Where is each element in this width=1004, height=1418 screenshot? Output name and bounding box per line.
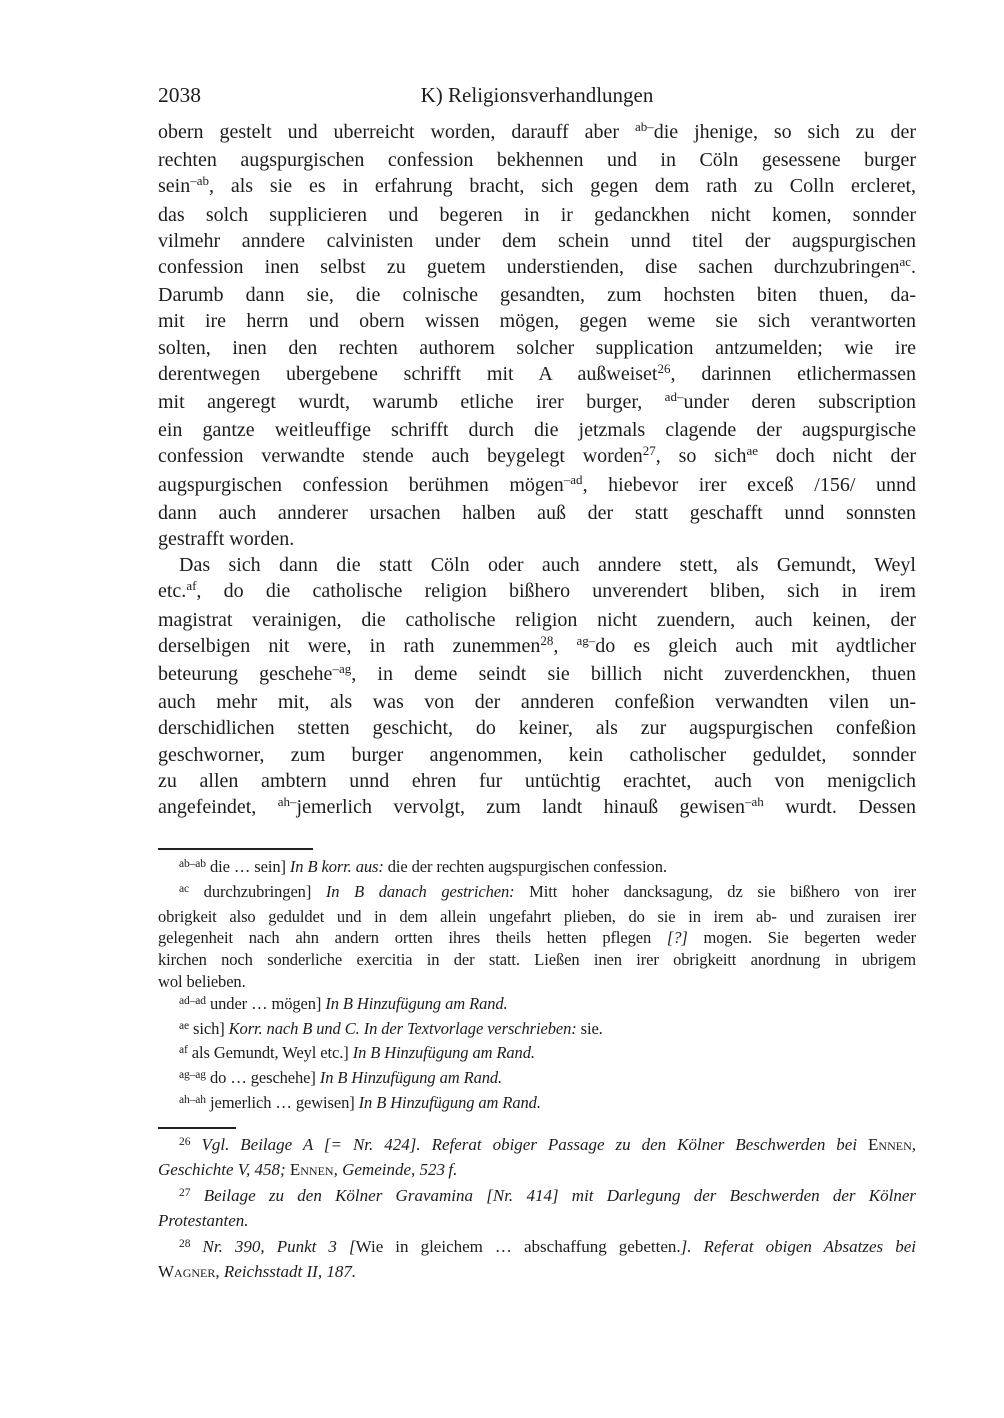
text-line [158, 1018, 916, 1043]
text-run: , darinnen etlichermassen [670, 362, 917, 385]
text-line [158, 689, 916, 715]
footnotes [158, 1134, 916, 1282]
text-run: derschidlichen stetten geschicht, do keiner, als zur augspurgischen confeßion [158, 717, 916, 740]
text-run: durchzubringen] [189, 881, 326, 901]
superscript-marker: af [179, 1044, 188, 1057]
text-run: obern gestelt und uberreicht worden, darauff aber [158, 121, 635, 143]
text-line [158, 927, 916, 949]
superscript-marker: ag–ag [179, 1069, 206, 1082]
smallcaps-name: Ennen [868, 1135, 912, 1154]
text-run: gelegenheit nach ahn andern ortten ihres theils hetten pflegen [158, 928, 667, 948]
superscript-marker: 26 [657, 360, 671, 376]
text-run: mit angeregt wurdt, warumb etliche irer burger, [158, 391, 665, 414]
text-run: sein [158, 175, 191, 198]
text-line [158, 147, 916, 173]
text-line [158, 361, 916, 389]
body-text [158, 119, 916, 822]
italic-text: , Reichsstadt II, 187. [215, 1261, 357, 1281]
text-run: mogen. Sie begerten weder [687, 928, 916, 948]
text-run: beteurung geschehe [158, 663, 333, 686]
text-line [158, 173, 916, 201]
text-line [158, 1185, 916, 1210]
text-line [158, 417, 916, 443]
text-run: vilmehr anndere calvinisten under dem schein unnd titel der augspurgischen [158, 229, 916, 252]
italic-text: Geschichte V, 458; [158, 1159, 290, 1179]
smallcaps-name: Wagner [158, 1261, 216, 1281]
superscript-marker: –ad [563, 471, 583, 487]
superscript-marker: 27 [179, 1187, 191, 1199]
italic-text: In B Hinzufügung am Rand. [325, 993, 508, 1013]
text-run: , als sie es in erfahrung bracht, sich gegen dem rath zu Colln ercleret, [209, 175, 916, 198]
text-run: kirchen noch sonderliche exercitia in der statt. Ließen inen irer obrigkeitt anordnung in ubrigem [158, 950, 916, 970]
text-run: confession verwandte stende auch beygelegt worden [158, 445, 643, 468]
text-line [158, 906, 916, 928]
italic-text: ]. Referat obigen Absatzes bei [680, 1237, 916, 1256]
page-number: 2038 [158, 83, 201, 107]
text-run: , [553, 634, 577, 657]
italic-text: Beilage zu den Kölner Gravamina [Nr. 414] mit Darlegung der Beschwerden der Kölner [190, 1186, 916, 1205]
text-run: obrigkeit also geduldet und in dem allein ungefahrt plieben, do sie in irem ab- und zuraisen irer [158, 906, 916, 926]
text-run: magistrat verainigen, die catholische religion nicht zuendern, auch keinen, der [158, 608, 916, 631]
text-line [158, 794, 916, 822]
superscript-marker: ah– [277, 794, 297, 810]
superscript-marker: ac [179, 882, 190, 895]
roman-text: Wie in gleichem … abschaffung gebetten. [355, 1237, 681, 1256]
text-line [158, 1092, 916, 1117]
text-run: rechten augspurgischen confession bekhennen und in Cöln gesessene burger [158, 149, 916, 172]
superscript-marker: ad–ad [179, 994, 206, 1007]
text-line [158, 971, 916, 993]
text-run: ein gantze weitleuffige schrifft durch die jetzmals clagende der augspurgische [158, 419, 916, 442]
text-run: do … geschehe] [205, 1068, 320, 1088]
text-run: die jhenige, so sich zu der [653, 121, 916, 143]
text-line [158, 993, 916, 1018]
text-run: mit ire herrn und obern wissen mögen, gegen weme sie sich verantworten [158, 310, 916, 333]
text-line [158, 443, 916, 471]
superscript-marker: 26 [179, 1136, 191, 1148]
superscript-marker: –ab [190, 173, 209, 189]
text-run: doch nicht der [758, 445, 917, 468]
text-line [158, 742, 916, 768]
text-run: , so sich [655, 445, 747, 468]
running-head: K) Religionsverhandlungen [420, 83, 654, 107]
text-run: wurdt. Dessen [763, 796, 917, 819]
text-line [158, 335, 916, 361]
text-run: derentwegen ubergebene schrifft mit A außweiset [158, 362, 658, 385]
superscript-marker: ah–ah [179, 1093, 206, 1106]
text-line [158, 881, 916, 906]
text-run: sie. [576, 1018, 603, 1038]
text-line [158, 715, 916, 741]
text-run: . [911, 256, 916, 279]
text-line [158, 856, 916, 881]
text-line [158, 500, 916, 526]
text-line [158, 768, 916, 794]
text-run: do es gleich auch mit aydtlicher [595, 634, 916, 657]
text-line [158, 633, 916, 661]
text-line [158, 1159, 916, 1181]
superscript-marker: –ag [332, 661, 352, 677]
italic-text: Protestanten. [158, 1210, 249, 1230]
text-line [158, 308, 916, 334]
text-run: under … mögen] [205, 993, 326, 1013]
text-line [158, 254, 916, 282]
italic-text: In B korr. aus: [289, 857, 384, 876]
text-line [158, 1261, 916, 1283]
text-run: wol belieben. [158, 971, 246, 991]
text-run: die … sein] [205, 857, 290, 876]
text-line [158, 526, 916, 552]
text-run: , do die catholische religion bißhero unverendert bliben, sich in irem [196, 580, 916, 603]
italic-text: In B Hinzufügung am Rand. [319, 1068, 503, 1088]
text-line [158, 228, 916, 254]
superscript-marker: ae [746, 443, 759, 459]
superscript-marker: af [186, 578, 197, 594]
apparatus-separator [158, 848, 313, 850]
text-run: derselbigen nit were, in rath zunemmen [158, 634, 541, 657]
italic-text: In B Hinzufügung am Rand. [358, 1092, 541, 1112]
text-run: Mitt hoher dancksagung, dz sie bißhero von irer [514, 881, 916, 901]
italic-text: , Gemeinde, 523 f. [333, 1159, 458, 1179]
text-line [158, 949, 916, 971]
text-line [158, 607, 916, 633]
superscript-marker: ab–ab [179, 858, 206, 870]
superscript-marker: ag– [576, 632, 596, 648]
italic-text: In B danach gestrichen: [325, 881, 515, 901]
text-run: , in deme seindt sie billich nicht zuverdenckhen, thuen [351, 663, 916, 686]
italic-text: In B Hinzufügung am Rand. [352, 1043, 535, 1063]
text-line [158, 472, 916, 500]
text-run: , hiebevor irer exceß /156/ unnd [582, 473, 916, 496]
smallcaps-name: Ennen [289, 1159, 334, 1179]
text-line [158, 578, 916, 606]
text-run: solten, inen den rechten authorem solcher supplication antzumelden; wie ire [158, 336, 916, 359]
page-header [158, 82, 916, 108]
text-line [158, 1210, 916, 1232]
text-line [158, 202, 916, 228]
text-line [158, 389, 916, 417]
text-run: gestrafft worden. [158, 528, 295, 551]
superscript-marker: ab– [634, 119, 654, 134]
superscript-marker: 28 [179, 1238, 191, 1250]
text-line [158, 552, 916, 578]
text-run: geschworner, zum burger angenommen, kein catholischer geduldet, sonnder [158, 743, 916, 766]
superscript-marker: –ah [745, 794, 764, 810]
text-run: Darumb dann sie, die colnische gesandten, zum hochsten biten thuen, da- [158, 284, 916, 307]
superscript-marker: ac [899, 254, 911, 270]
text-run: angefeindet, [158, 796, 278, 819]
text-line [158, 1067, 916, 1092]
text-run: dann auch annderer ursachen halben auß der statt geschafft unnd sonnsten [158, 501, 916, 524]
text-run: als Gemundt, Weyl etc.] [187, 1043, 353, 1063]
text-run: Das sich dann die statt Cöln oder auch anndere stett, als Gemundt, Weyl [179, 554, 916, 577]
text-run: augspurgischen confession berühmen mögen [158, 473, 564, 496]
critical-apparatus [158, 856, 916, 1117]
text-run: auch mehr mit, als was von der annderen confeßion verwandten vilen un- [158, 691, 916, 714]
text-run: das solch supplicieren und begeren in ir gedanckhen nicht komen, sonnder [158, 203, 916, 226]
text-run: sich] [189, 1018, 229, 1038]
superscript-marker: ae [179, 1019, 190, 1032]
text-run: under deren subscription [683, 391, 916, 414]
text-run: die der rechten augspurgischen confession. [383, 857, 667, 876]
superscript-marker: 28 [540, 632, 554, 648]
text-line [158, 119, 916, 147]
text-run: zu allen ambtern unnd ehren fur untüchtig erachtet, auch von menigclich [158, 769, 916, 792]
text-run: etc. [158, 580, 187, 603]
text-line [158, 661, 916, 689]
italic-text: Korr. nach B und C. In der Textvorlage verschrieben: [228, 1018, 577, 1038]
text-run: jemerlich vervolgt, zum landt hinauß gewisen [296, 796, 746, 819]
footnotes-separator [158, 1127, 236, 1129]
text-line [158, 1042, 916, 1067]
text-line [158, 1134, 916, 1159]
italic-text: Nr. 390, Punkt 3 [ [190, 1237, 356, 1256]
superscript-marker: ad– [664, 389, 684, 405]
italic-text: Vgl. Beilage A [= Nr. 424]. Referat obiger Passage zu den Kölner Beschwerden bei [190, 1135, 869, 1154]
italic-text: [?] [666, 928, 688, 948]
text-line [158, 1236, 916, 1261]
text-run: jemerlich … gewisen] [205, 1092, 359, 1112]
text-line [158, 282, 916, 308]
text-run: confession inen selbst zu guetem understienden, dise sachen durchzubringen [158, 256, 900, 279]
italic-text: , [911, 1135, 916, 1154]
superscript-marker: 27 [642, 443, 656, 459]
